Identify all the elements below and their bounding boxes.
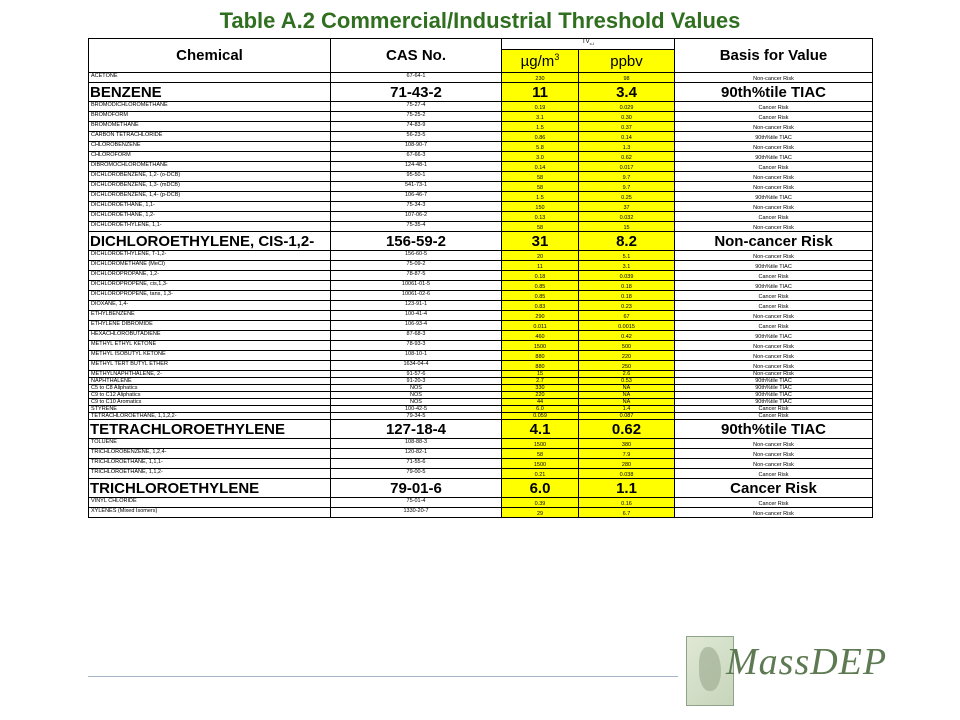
cell-basis: Cancer Risk	[675, 291, 873, 301]
cell-ppbv: 0.25	[579, 192, 675, 202]
table-row	[89, 439, 873, 449]
cell-basis: Non-cancer Risk	[675, 508, 873, 518]
cell-ug: 1.5	[502, 192, 579, 202]
page-title: Table A.2 Commercial/Industrial Threshold Values	[219, 8, 741, 33]
cell-ug: 29	[502, 508, 579, 518]
cell-basis: 90th%tile TIAC	[675, 281, 873, 291]
table-row	[89, 281, 873, 291]
table-row	[89, 351, 873, 361]
cell-cas: 75-34-3	[331, 202, 502, 212]
cell-basis: Non-cancer Risk	[675, 251, 873, 261]
table-row	[89, 172, 873, 182]
header-tv-label: TV	[581, 39, 590, 45]
cell-chemical: C9 to C10 Aromatics	[89, 399, 331, 406]
cell-cas: 67-66-3	[331, 152, 502, 162]
cell-chemical: NAPHTHALENE	[89, 378, 331, 385]
cell-cas: 78-87-5	[331, 271, 502, 281]
cell-cas: NOS	[331, 392, 502, 399]
cell-cas: 106-46-7	[331, 192, 502, 202]
cell-cas: 75-35-4	[331, 222, 502, 232]
cell-ug: 330	[502, 385, 579, 392]
cell-basis: Non-cancer Risk	[675, 449, 873, 459]
cell-ppbv: 9.7	[579, 172, 675, 182]
cell-ug: 0.13	[502, 212, 579, 222]
cell-chemical: STYRENE	[89, 406, 331, 413]
logo-text: MassDEP	[726, 641, 888, 683]
table-row	[89, 420, 873, 439]
table-row	[89, 212, 873, 222]
cell-cas: 78-93-3	[331, 341, 502, 351]
cell-ug: 0.86	[502, 132, 579, 142]
cell-chemical: METHYLNAPHTHALENE, 2-	[89, 371, 331, 378]
cell-ug: 880	[502, 351, 579, 361]
table-row	[89, 251, 873, 261]
cell-ppbv: 98	[579, 73, 675, 83]
cell-cas: 75-27-4	[331, 102, 502, 112]
cell-cas: 156-60-5	[331, 251, 502, 261]
table-row	[89, 132, 873, 142]
cell-ppbv: 0.37	[579, 122, 675, 132]
cell-ppbv: 15	[579, 222, 675, 232]
cell-basis: Non-cancer Risk	[675, 232, 873, 251]
cell-ug: 58	[502, 182, 579, 192]
cell-chemical: TOLUENE	[89, 439, 331, 449]
cell-chemical: BROMOFORM	[89, 112, 331, 122]
cell-ppbv: 0.23	[579, 301, 675, 311]
cell-ppbv: 0.42	[579, 331, 675, 341]
cell-ppbv: 250	[579, 361, 675, 371]
table-row	[89, 261, 873, 271]
cell-cas: 127-18-4	[331, 420, 502, 439]
table-row	[89, 142, 873, 152]
cell-cas: 67-64-1	[331, 73, 502, 83]
table-row	[89, 479, 873, 498]
cell-ug: 3.0	[502, 152, 579, 162]
cell-ppbv: 0.30	[579, 112, 675, 122]
cell-cas: 79-00-5	[331, 469, 502, 479]
header-cas: CAS No.	[331, 39, 502, 73]
cell-cas: 95-50-1	[331, 172, 502, 182]
cell-basis: Cancer Risk	[675, 469, 873, 479]
table-row	[89, 361, 873, 371]
cell-chemical: TRICHLOROBENZENE, 1,2,4-	[89, 449, 331, 459]
cell-ug: 3.1	[502, 112, 579, 122]
cell-cas: 100-41-4	[331, 311, 502, 321]
cell-chemical: TRICHLOROETHYLENE	[89, 479, 331, 498]
cell-ug: 0.39	[502, 498, 579, 508]
cell-chemical: METHYL ISOBUTYL KETONE	[89, 351, 331, 361]
cell-ug: 0.85	[502, 281, 579, 291]
cell-ppbv: NA	[579, 392, 675, 399]
cell-chemical: XYLENES (Mixed Isomers)	[89, 508, 331, 518]
cell-ug: 1500	[502, 439, 579, 449]
cell-chemical: TETRACHLOROETHYLENE	[89, 420, 331, 439]
cell-chemical: BROMOMETHANE	[89, 122, 331, 132]
header-chemical: Chemical	[89, 39, 331, 73]
cell-chemical: DICHLOROMETHANE (MeCl)	[89, 261, 331, 271]
cell-ug: 1500	[502, 341, 579, 351]
cell-chemical: BENZENE	[89, 83, 331, 102]
cell-ppbv: 280	[579, 459, 675, 469]
cell-ug: 1500	[502, 459, 579, 469]
cell-ppbv: 220	[579, 351, 675, 361]
cell-cas: 108-10-1	[331, 351, 502, 361]
cell-ug: 20	[502, 251, 579, 261]
cell-cas: 71-55-6	[331, 459, 502, 469]
cell-ppbv: 0.017	[579, 162, 675, 172]
table-row	[89, 122, 873, 132]
cell-ug: 0.21	[502, 469, 579, 479]
header-tv	[502, 39, 675, 50]
table-row	[89, 459, 873, 469]
cell-chemical: DICHLOROETHYLENE, 1,1-	[89, 222, 331, 232]
cell-chemical: C9 to C12 Aliphatics	[89, 392, 331, 399]
cell-basis: Non-cancer Risk	[675, 142, 873, 152]
cell-cas: 91-20-3	[331, 378, 502, 385]
cell-ppbv: 0.53	[579, 378, 675, 385]
cell-ug: 11	[502, 261, 579, 271]
cell-chemical: DICHLOROETHANE, 1,2-	[89, 212, 331, 222]
footer-divider	[88, 676, 678, 677]
cell-cas: 124-48-1	[331, 162, 502, 172]
cell-basis: Non-cancer Risk	[675, 439, 873, 449]
cell-chemical: C5 to C8 Aliphatics	[89, 385, 331, 392]
cell-basis: 90th%tile TIAC	[675, 83, 873, 102]
cell-cas: 108-88-3	[331, 439, 502, 449]
cell-cas: 87-68-3	[331, 331, 502, 341]
table-row	[89, 73, 873, 83]
cell-ug: 58	[502, 172, 579, 182]
cell-basis: 90th%tile TIAC	[675, 132, 873, 142]
cell-basis: 90th%tile TIAC	[675, 331, 873, 341]
cell-cas: 75-01-4	[331, 498, 502, 508]
table-row	[89, 385, 873, 392]
cell-ppbv: 0.16	[579, 498, 675, 508]
cell-cas: 75-25-2	[331, 112, 502, 122]
cell-chemical: TRICHLOROETHANE, 1,1,2-	[89, 469, 331, 479]
cell-cas: NOS	[331, 385, 502, 392]
cell-cas: 120-82-1	[331, 449, 502, 459]
cell-basis: 90th%tile TIAC	[675, 261, 873, 271]
cell-chemical: CARBON TETRACHLORIDE	[89, 132, 331, 142]
cell-basis: Cancer Risk	[675, 301, 873, 311]
cell-ppbv: 7.9	[579, 449, 675, 459]
cell-cas: 74-83-9	[331, 122, 502, 132]
cell-cas: 91-57-6	[331, 371, 502, 378]
cell-basis: 90th%tile TIAC	[675, 192, 873, 202]
table-row	[89, 449, 873, 459]
cell-ug: 6.0	[502, 479, 579, 498]
cell-cas: 79-34-5	[331, 413, 502, 420]
cell-basis: Non-cancer Risk	[675, 371, 873, 378]
cell-basis: Non-cancer Risk	[675, 202, 873, 212]
table-row	[89, 192, 873, 202]
cell-ug: 880	[502, 361, 579, 371]
cell-basis: Cancer Risk	[675, 406, 873, 413]
cell-basis: Cancer Risk	[675, 413, 873, 420]
cell-cas: 56-23-5	[331, 132, 502, 142]
header-ug-label: µg/m	[520, 53, 555, 70]
table-row	[89, 469, 873, 479]
table-row	[89, 413, 873, 420]
cell-basis: Non-cancer Risk	[675, 122, 873, 132]
cell-basis: Cancer Risk	[675, 271, 873, 281]
table-row	[89, 378, 873, 385]
cell-basis: Non-cancer Risk	[675, 459, 873, 469]
cell-ug: 150	[502, 202, 579, 212]
cell-cas: 106-93-4	[331, 321, 502, 331]
cell-ppbv: 0.0015	[579, 321, 675, 331]
cell-ug: 58	[502, 449, 579, 459]
cell-basis: Non-cancer Risk	[675, 73, 873, 83]
cell-ppbv: 0.18	[579, 291, 675, 301]
table-row	[89, 83, 873, 102]
cell-chemical: CHLOROFORM	[89, 152, 331, 162]
cell-ppbv: 500	[579, 341, 675, 351]
cell-cas: 108-90-7	[331, 142, 502, 152]
cell-ug: 2.7	[502, 378, 579, 385]
cell-basis: Cancer Risk	[675, 112, 873, 122]
cell-basis: 90th%tile TIAC	[675, 420, 873, 439]
cell-ppbv: 0.029	[579, 102, 675, 112]
cell-cas: 10061-01-5	[331, 281, 502, 291]
cell-basis: 90th%tile TIAC	[675, 385, 873, 392]
table-row	[89, 301, 873, 311]
header-ug-exp: 3	[554, 52, 560, 62]
cell-chemical: DICHLOROPROPANE, 1,2-	[89, 271, 331, 281]
cell-chemical: DICHLOROETHYLENE, CIS-1,2-	[89, 232, 331, 251]
table-row	[89, 232, 873, 251]
cell-cas: 10061-02-6	[331, 291, 502, 301]
table-row	[89, 321, 873, 331]
cell-ppbv: 0.032	[579, 212, 675, 222]
table-row	[89, 311, 873, 321]
cell-basis: Non-cancer Risk	[675, 311, 873, 321]
cell-basis: Cancer Risk	[675, 162, 873, 172]
cell-chemical: DIOXANE, 1,4-	[89, 301, 331, 311]
cell-basis: 90th%tile TIAC	[675, 152, 873, 162]
cell-chemical: DICHLOROPROPENE, tans, 1,3-	[89, 291, 331, 301]
cell-ppbv: 0.18	[579, 281, 675, 291]
cell-ug: 58	[502, 222, 579, 232]
cell-cas: 123-91-1	[331, 301, 502, 311]
cell-ug: 290	[502, 311, 579, 321]
cell-ppbv: 0.62	[579, 152, 675, 162]
table-row	[89, 371, 873, 378]
cell-basis: 90th%tile TIAC	[675, 378, 873, 385]
cell-basis: 90th%tile TIAC	[675, 392, 873, 399]
cell-basis: Non-cancer Risk	[675, 182, 873, 192]
cell-basis: Cancer Risk	[675, 102, 873, 112]
cell-cas: 100-42-5	[331, 406, 502, 413]
cell-chemical: DICHLOROBENZENE, 1,2- (o-DCB)	[89, 172, 331, 182]
cell-cas: 79-01-6	[331, 479, 502, 498]
cell-basis: Non-cancer Risk	[675, 172, 873, 182]
cell-chemical: METHYL ETHYL KETONE	[89, 341, 331, 351]
cell-cas: 1634-04-4	[331, 361, 502, 371]
cell-ppbv: 5.1	[579, 251, 675, 261]
cell-ug: 31	[502, 232, 579, 251]
cell-ug: 5.8	[502, 142, 579, 152]
cell-basis: Non-cancer Risk	[675, 351, 873, 361]
cell-chemical: DICHLOROETHYLENE, T-1,2-	[89, 251, 331, 261]
cell-basis: Non-cancer Risk	[675, 361, 873, 371]
cell-ppbv: 1.4	[579, 406, 675, 413]
cell-ppbv: 0.039	[579, 271, 675, 281]
table-row	[89, 222, 873, 232]
cell-ppbv: 37	[579, 202, 675, 212]
cell-chemical: ETHYLBENZENE	[89, 311, 331, 321]
cell-basis: Cancer Risk	[675, 479, 873, 498]
cell-cas: 107-06-2	[331, 212, 502, 222]
header-ug	[502, 50, 579, 73]
table-row	[89, 341, 873, 351]
table-row	[89, 102, 873, 112]
cell-ppbv: 380	[579, 439, 675, 449]
cell-chemical: DICHLOROBENZENE, 1,3- (mDCB)	[89, 182, 331, 192]
massdep-logo	[686, 636, 896, 706]
cell-chemical: DICHLOROBENZENE, 1,4- (p-DCB)	[89, 192, 331, 202]
cell-basis: Non-cancer Risk	[675, 222, 873, 232]
cell-ug: 0.83	[502, 301, 579, 311]
cell-cas: NOS	[331, 399, 502, 406]
table-row	[89, 291, 873, 301]
cell-cas: 75-09-2	[331, 261, 502, 271]
header-basis: Basis for Value	[675, 39, 873, 73]
table-row	[89, 271, 873, 281]
cell-chemical: BROMODICHLOROMETHANE	[89, 102, 331, 112]
cell-cas: 1330-20-7	[331, 508, 502, 518]
cell-ppbv: 0.62	[579, 420, 675, 439]
cell-ppbv: 0.038	[579, 469, 675, 479]
cell-basis: Cancer Risk	[675, 321, 873, 331]
cell-ug: 230	[502, 73, 579, 83]
cell-ppbv: 0.14	[579, 132, 675, 142]
cell-basis: Cancer Risk	[675, 212, 873, 222]
table-row	[89, 392, 873, 399]
cell-ug: 0.14	[502, 162, 579, 172]
table-row	[89, 508, 873, 518]
cell-chemical: VINYL CHLORIDE	[89, 498, 331, 508]
table-row	[89, 202, 873, 212]
cell-ug: 0.19	[502, 102, 579, 112]
cell-ppbv: 0.087	[579, 413, 675, 420]
cell-ug: 0.18	[502, 271, 579, 281]
table-row	[89, 498, 873, 508]
cell-ug: 4.1	[502, 420, 579, 439]
cell-chemical: ETHYLENE DIBROMIDE	[89, 321, 331, 331]
cell-ppbv: 3.4	[579, 83, 675, 102]
cell-ug: 460	[502, 331, 579, 341]
table-row	[89, 331, 873, 341]
cell-ug: 1.5	[502, 122, 579, 132]
cell-chemical: METHYL TERT BUTYL ETHER	[89, 361, 331, 371]
cell-ug: 6.0	[502, 406, 579, 413]
header-tv-sub: c-I	[589, 41, 595, 47]
cell-chemical: DICHLOROPROPENE, cis,1,3-	[89, 281, 331, 291]
cell-chemical: TRICHLOROETHANE, 1,1,1-	[89, 459, 331, 469]
cell-chemical: ACETONE	[89, 73, 331, 83]
cell-cas: 541-73-1	[331, 182, 502, 192]
cell-ug: 11	[502, 83, 579, 102]
cell-ug: 220	[502, 392, 579, 399]
cell-ppbv: 1.1	[579, 479, 675, 498]
cell-basis: Cancer Risk	[675, 498, 873, 508]
cell-ppbv: 3.1	[579, 261, 675, 271]
cell-ppbv: 9.7	[579, 182, 675, 192]
table-row	[89, 162, 873, 172]
cell-cas: 156-59-2	[331, 232, 502, 251]
cell-ug: 0.011	[502, 321, 579, 331]
cell-ppbv: NA	[579, 385, 675, 392]
table-row	[89, 182, 873, 192]
threshold-table	[88, 38, 873, 518]
cell-ppbv: NA	[579, 399, 675, 406]
cell-ppbv: 8.2	[579, 232, 675, 251]
cell-chemical: DIBROMOCHLOROMETHANE	[89, 162, 331, 172]
table-row	[89, 152, 873, 162]
cell-ug: 44	[502, 399, 579, 406]
cell-ppbv: 67	[579, 311, 675, 321]
cell-basis: 90th%tile TIAC	[675, 399, 873, 406]
cell-chemical: DICHLOROETHANE, 1,1-	[89, 202, 331, 212]
table-row	[89, 399, 873, 406]
table-row	[89, 112, 873, 122]
cell-ppbv: 2.6	[579, 371, 675, 378]
cell-ug: 15	[502, 371, 579, 378]
cell-basis: Non-cancer Risk	[675, 341, 873, 351]
cell-ppbv: 6.7	[579, 508, 675, 518]
cell-ug: 0.85	[502, 291, 579, 301]
cell-ppbv: 1.3	[579, 142, 675, 152]
cell-cas: 71-43-2	[331, 83, 502, 102]
cell-chemical: TETRACHLOROETHANE, 1,1,2,2-	[89, 413, 331, 420]
cell-ug: 0.059	[502, 413, 579, 420]
table-row	[89, 406, 873, 413]
table-body	[89, 73, 873, 518]
cell-chemical: HEXACHLOROBUTADIENE	[89, 331, 331, 341]
header-ppbv: ppbv	[579, 50, 675, 73]
cell-chemical: CHLOROBENZENE	[89, 142, 331, 152]
